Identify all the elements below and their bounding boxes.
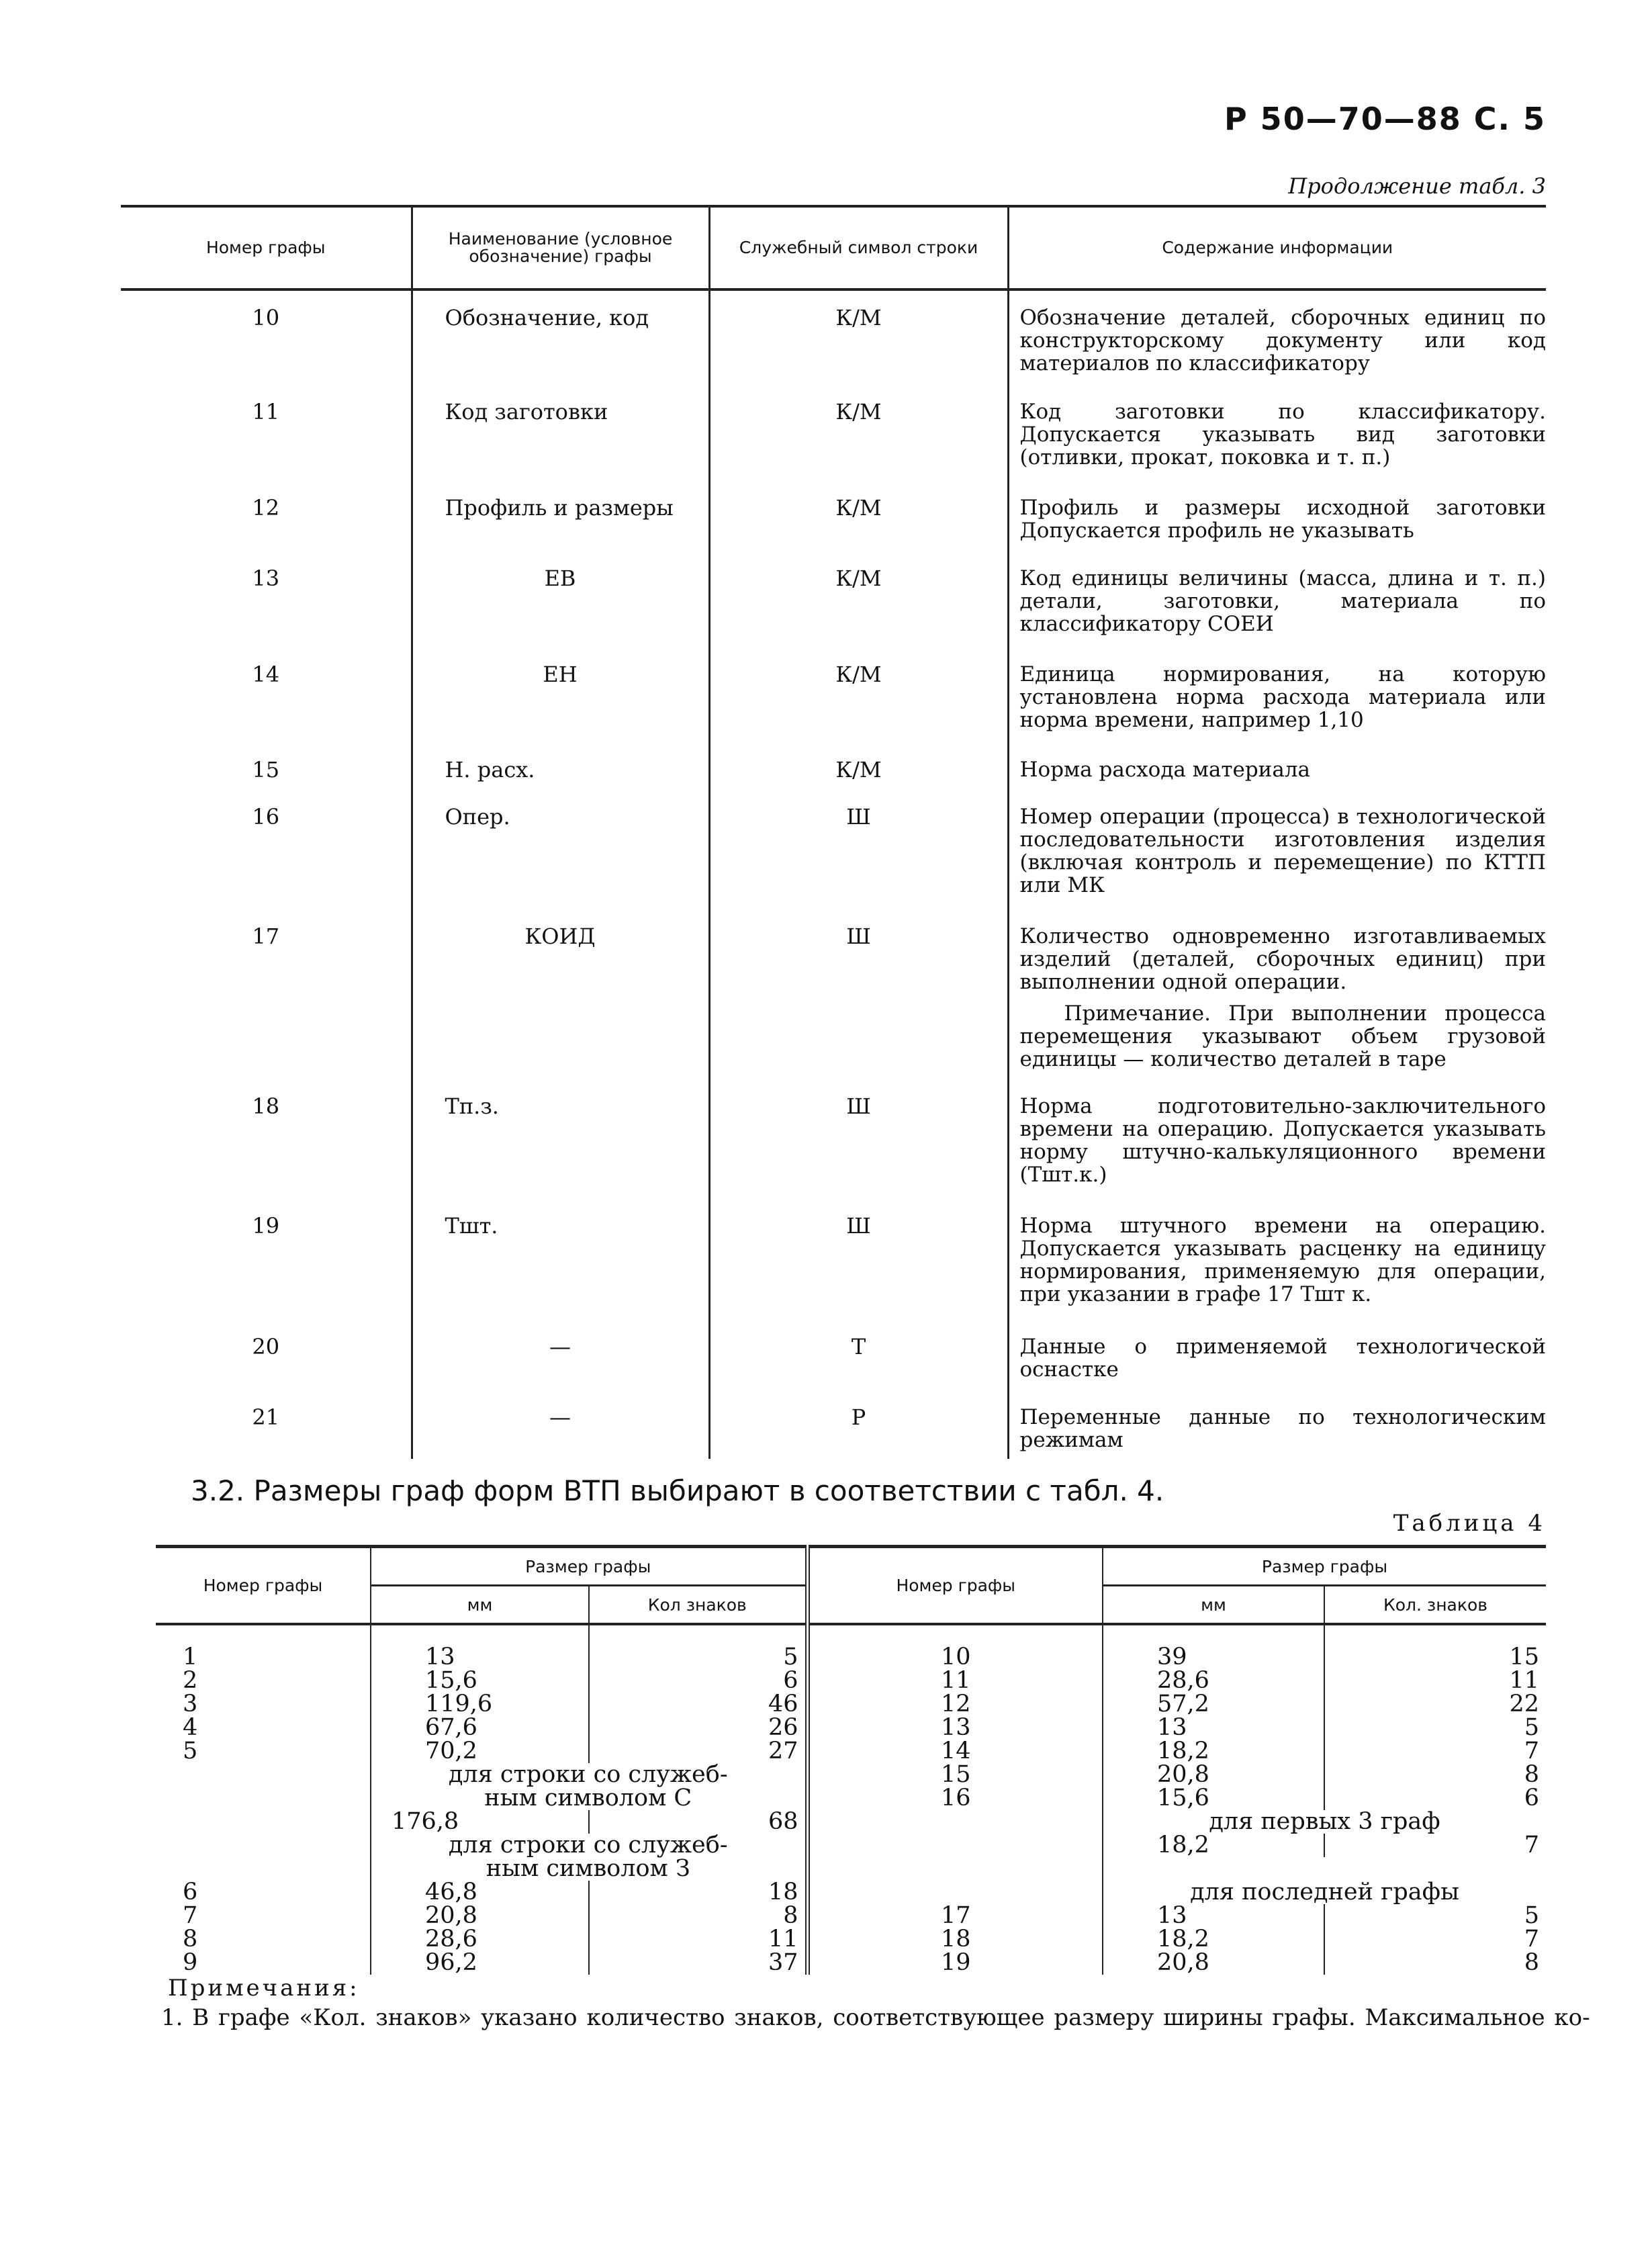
cell-number: 14 xyxy=(807,1740,1103,1763)
col-header-chars-left: Кол знаков xyxy=(589,1586,807,1625)
cell-symbol: К/М xyxy=(709,662,1008,758)
cell-name: ЕВ xyxy=(412,566,709,662)
cell-info: Код единицы величины (масса, длина и т. п.) детали, заготовки, материала по классификатору СОЕИ xyxy=(1008,566,1546,662)
cell-mm: 39 xyxy=(1103,1646,1324,1669)
page-header: Р 50—70—88 С. 5 xyxy=(1224,101,1546,137)
col-header-number-right: Номер графы xyxy=(807,1547,1103,1625)
cell-number: 5 xyxy=(183,1738,198,1764)
col-header-number: Номер графы xyxy=(121,206,412,289)
cell-chars: 8 xyxy=(589,1904,807,1928)
table-4-caption: Таблица 4 xyxy=(1393,1510,1546,1537)
cell-symbol: Т xyxy=(709,1335,1008,1405)
cell-mm: 96,2 xyxy=(371,1951,589,1975)
table-row xyxy=(121,400,1546,496)
cell-span-text: для строки со служеб- xyxy=(371,1763,807,1787)
table-row xyxy=(121,662,1546,758)
cell-chars: 68 xyxy=(589,1810,807,1834)
cell-info: Обозначение деталей, сборочных единиц по конструкторскому документу или код материалов по классификатору xyxy=(1008,306,1546,400)
table-row xyxy=(121,758,1546,805)
cell-mm: 57,2 xyxy=(1103,1693,1324,1716)
cell-span-text: ным символом С xyxy=(371,1787,807,1810)
table-4 xyxy=(156,1545,1546,1975)
table-row xyxy=(121,566,1546,662)
cell-info: Данные о применяемой технологической оснастке xyxy=(1008,1335,1546,1405)
cell-note: Примечание. При выполнении процесса перемещения указывают объем грузовой единицы — количество деталей в таре xyxy=(1008,1001,1546,1094)
cell-number: 19 xyxy=(252,1213,280,1239)
table-4-header-row xyxy=(156,1547,1546,1586)
cell-symbol: К/М xyxy=(709,306,1008,400)
col-header-number-left: Номер графы xyxy=(156,1547,371,1625)
cell-chars: 15 xyxy=(1324,1646,1546,1669)
cell-chars: 7 xyxy=(1324,1928,1546,1951)
table-row xyxy=(156,1810,1546,1834)
cell-mm: 67,6 xyxy=(371,1716,589,1740)
cell-number: 18 xyxy=(807,1928,1103,1951)
table-row xyxy=(156,1716,1546,1740)
table-row xyxy=(156,1669,1546,1693)
cell-symbol: К/М xyxy=(709,566,1008,662)
cell-mm: 18,2 xyxy=(1103,1740,1324,1763)
cell-chars: 7 xyxy=(1324,1740,1546,1763)
cell-info: Норма штучного времени на операцию. Допускается указывать расценку на единицу нормирования, применяемую для операции, при указании в графе 17 Тшт к. xyxy=(1008,1214,1546,1335)
cell-mm: 13 xyxy=(1103,1904,1324,1928)
cell-name: Опер. xyxy=(412,805,709,924)
cell-number: 15 xyxy=(807,1763,1103,1787)
cell-name: — xyxy=(412,1405,709,1459)
table-row xyxy=(156,1834,1546,1857)
col-header-info: Содержание информации xyxy=(1008,206,1546,289)
table-row xyxy=(121,1405,1546,1459)
cell-info: Норма расхода материала xyxy=(1008,758,1546,805)
cell-number: 10 xyxy=(807,1646,1103,1669)
table-continuation-label: Продолжение табл. 3 xyxy=(1288,173,1546,199)
cell-info: Профиль и размеры исходной заготовки Допускается профиль не указывать xyxy=(1008,496,1546,566)
cell-name: КОИД xyxy=(412,924,709,1001)
col-header-size-left: Размер графы xyxy=(371,1547,807,1586)
col-header-name: Наименование (условное обозначение) графы xyxy=(412,206,709,289)
table-row xyxy=(121,1214,1546,1335)
cell-mm: 28,6 xyxy=(1103,1669,1324,1693)
cell-span-text: ным символом З xyxy=(371,1857,807,1881)
table-row xyxy=(156,1904,1546,1928)
cell-mm: 13 xyxy=(371,1646,589,1669)
cell-number: 15 xyxy=(252,757,280,782)
cell-chars: 11 xyxy=(1324,1669,1546,1693)
cell-span-text: для первых 3 граф xyxy=(1103,1810,1546,1834)
cell-chars: 8 xyxy=(1324,1763,1546,1787)
cell-number: 9 xyxy=(183,1949,198,1976)
cell-mm: 18,2 xyxy=(1103,1834,1324,1857)
table-row xyxy=(156,1763,1546,1787)
cell-number xyxy=(156,1810,371,1834)
cell-number: 21 xyxy=(252,1404,280,1430)
cell-number: 14 xyxy=(252,662,280,687)
section-3-2-text: 3.2. Размеры граф форм ВТП выбирают в соответствии с табл. 4. xyxy=(191,1474,1164,1507)
cell-number: 12 xyxy=(252,495,280,521)
cell-info: Норма подготовительно-заключительного времени на операцию. Допускается указывать норму штучно-калькуляционного времени (Тшт.к.) xyxy=(1008,1094,1546,1214)
cell-name xyxy=(412,1001,709,1094)
cell-name: Код заготовки xyxy=(412,400,709,496)
cell-number: 6 xyxy=(183,1879,198,1905)
cell-symbol: Ш xyxy=(709,924,1008,1001)
spacer-row xyxy=(156,1624,1546,1646)
cell-number: 4 xyxy=(183,1714,198,1741)
cell-symbol: К/М xyxy=(709,400,1008,496)
cell-number: 17 xyxy=(252,924,280,949)
cell-number: 11 xyxy=(807,1669,1103,1693)
col-header-chars-right: Кол. знаков xyxy=(1324,1586,1546,1625)
col-header-symbol: Служебный символ строки xyxy=(709,206,1008,289)
cell-number: 8 xyxy=(183,1926,198,1953)
cell-mm: 20,8 xyxy=(1103,1763,1324,1787)
cell-info: Переменные данные по технологическим режимам xyxy=(1008,1405,1546,1459)
cell-symbol: Ш xyxy=(709,1094,1008,1214)
cell-symbol: Р xyxy=(709,1405,1008,1459)
cell-number: 17 xyxy=(807,1904,1103,1928)
cell-symbol: К/М xyxy=(709,758,1008,805)
table-row xyxy=(121,805,1546,924)
cell-number: 10 xyxy=(252,305,280,330)
table-row xyxy=(156,1693,1546,1716)
cell-number: 13 xyxy=(252,566,280,591)
cell-mm: 176,8 xyxy=(371,1810,589,1834)
note-item-1: 1. В графе «Кол. знаков» указано количество знаков, соответствующее размеру ширины графы. Максимальное ко- xyxy=(161,2004,1590,2031)
cell-symbol: К/М xyxy=(709,496,1008,566)
cell-name: — xyxy=(412,1335,709,1405)
cell-number: 19 xyxy=(807,1951,1103,1975)
cell-chars: 5 xyxy=(589,1646,807,1669)
cell-chars: 8 xyxy=(1324,1951,1546,1975)
cell-number: 18 xyxy=(252,1093,280,1119)
cell-chars: 22 xyxy=(1324,1693,1546,1716)
col-header-mm-left: мм xyxy=(371,1586,589,1625)
cell-mm: 46,8 xyxy=(371,1881,589,1904)
cell-name: Н. расх. xyxy=(412,758,709,805)
cell-info: Номер операции (процесса) в технологической последовательности изготовления изделия (включая контроль и перемещение) по КТТП или МК xyxy=(1008,805,1546,924)
cell-name: ЕН xyxy=(412,662,709,758)
cell-info: Количество одновременно изготавливаемых изделий (деталей, сборочных единиц) при выполнении одной операции. xyxy=(1008,924,1546,1001)
cell-mm: 18,2 xyxy=(1103,1928,1324,1951)
cell-mm: 15,6 xyxy=(371,1669,589,1693)
col-header-mm-right: мм xyxy=(1103,1586,1324,1625)
cell-chars: 11 xyxy=(589,1928,807,1951)
cell-number: 1 xyxy=(183,1644,198,1670)
cell-info: Единица нормирования, на которую установлена норма расхода материала или норма времени, например 1,10 xyxy=(1008,662,1546,758)
cell-chars: 27 xyxy=(589,1740,807,1763)
table-row xyxy=(156,1646,1546,1669)
cell-chars: 7 xyxy=(1324,1834,1546,1857)
cell-mm: 70,2 xyxy=(371,1740,589,1763)
cell-name: Тшт. xyxy=(412,1214,709,1335)
cell-chars: 6 xyxy=(1324,1787,1546,1810)
table-3 xyxy=(121,205,1546,1459)
table-row xyxy=(121,496,1546,566)
cell-chars: 18 xyxy=(589,1881,807,1904)
cell-number: 3 xyxy=(183,1691,198,1717)
table-row xyxy=(121,1094,1546,1214)
table-row xyxy=(156,1928,1546,1951)
cell-mm: 15,6 xyxy=(1103,1787,1324,1810)
cell-chars: 6 xyxy=(589,1669,807,1693)
spacer-row xyxy=(121,289,1546,306)
table-row xyxy=(121,306,1546,400)
cell-number xyxy=(121,1001,412,1094)
cell-number: 20 xyxy=(252,1334,280,1359)
cell-number: 16 xyxy=(807,1787,1103,1810)
table-row xyxy=(156,1740,1546,1763)
cell-mm: 119,6 xyxy=(371,1693,589,1716)
cell-chars: 37 xyxy=(589,1951,807,1975)
cell-mm: 28,6 xyxy=(371,1928,589,1951)
table-header-row xyxy=(121,206,1546,289)
cell-mm: 20,8 xyxy=(1103,1951,1324,1975)
col-header-size-right: Размер графы xyxy=(1103,1547,1546,1586)
cell-name: Профиль и размеры xyxy=(412,496,709,566)
table-row xyxy=(156,1951,1546,1975)
table-row-note xyxy=(121,1001,1546,1094)
cell-chars: 5 xyxy=(1324,1904,1546,1928)
cell-info: Код заготовки по классификатору. Допускается указывать вид заготовки (отливки, прокат, поковка и т. п.) xyxy=(1008,400,1546,496)
cell-chars: 5 xyxy=(1324,1716,1546,1740)
table-row xyxy=(156,1857,1546,1881)
cell-mm: 13 xyxy=(1103,1716,1324,1740)
cell-number: 12 xyxy=(807,1693,1103,1716)
table-row xyxy=(121,1335,1546,1405)
cell-number: 2 xyxy=(183,1667,198,1694)
cell-number: 13 xyxy=(807,1716,1103,1740)
table-row xyxy=(156,1787,1546,1810)
notes-heading: Примечания: xyxy=(168,1975,360,2002)
cell-symbol: Ш xyxy=(709,805,1008,924)
cell-number: 7 xyxy=(183,1902,198,1929)
cell-chars: 26 xyxy=(589,1716,807,1740)
cell-span-text: для последней графы xyxy=(1103,1857,1546,1904)
cell-chars: 46 xyxy=(589,1693,807,1716)
table-row xyxy=(121,924,1546,1001)
cell-name: Тп.з. xyxy=(412,1094,709,1214)
cell-number: 16 xyxy=(252,804,280,829)
cell-symbol: Ш xyxy=(709,1214,1008,1335)
cell-span-text: для строки со служеб- xyxy=(371,1834,807,1857)
cell-symbol xyxy=(709,1001,1008,1094)
cell-number: 11 xyxy=(252,399,280,424)
cell-name: Обозначение, код xyxy=(412,306,709,400)
cell-mm: 20,8 xyxy=(371,1904,589,1928)
